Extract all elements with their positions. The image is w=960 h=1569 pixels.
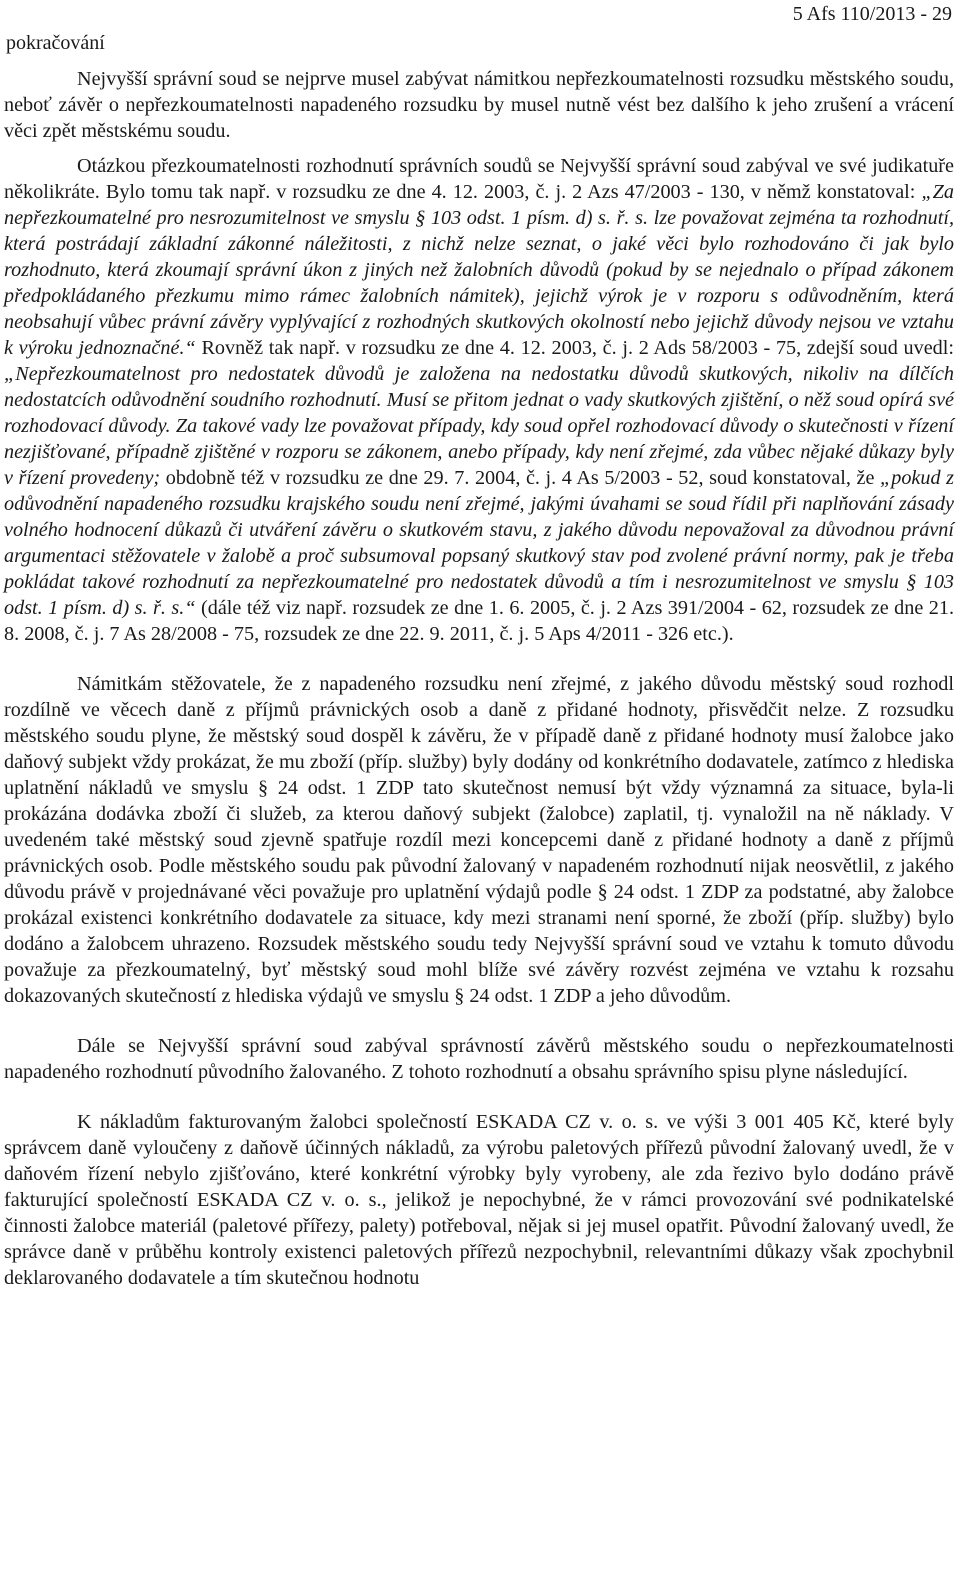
p2-text-2: Rovněž tak např. v rozsudku ze dne 4. 12. 2003, č. j. 2 Ads 58/2003 - 75, zdejší soud uvedl: — [195, 337, 954, 359]
continuation-label: pokračování — [6, 32, 105, 54]
paragraph-4: Dále se Nejvyšší správní soud zabýval správností závěrů městského soudu o nepřezkoumatelnosti napadeného rozhodnutí původního žalovaného. Z tohoto rozhodnutí a obsahu správního spisu plyne následující. — [4, 1035, 954, 1083]
paragraph-3: Námitkám stěžovatele, že z napadeného rozsudku není zřejmé, z jakého důvodu městský soud rozhodl rozdílně ve věcech daně z příjmů právnických osob a daně z přidané hodnoty, přisvědčit nelze. Z rozsudku městského soudu plyne, že městský soud dospěl k závěru, že v případě daně z přidané hodnoty musí žalobce jako daňový subjekt vždy prokázat, že mu zboží (příp. služby) byly dodány od konkrétního dodavatele, zatímco z hlediska uplatnění nákladů ve smyslu § 24 odst. 1 ZDP tato skutečnost nemusí být vždy významná za situace, byla-li prokázána dodávka zboží či služeb, za kterou daňový subjekt (žalobce) zaplatil, tj. vynaložil na ně náklady. V uvedeném také městský soud zjevně spatřuje rozdíl mezi koncepcemi daně z přidané hodnoty a daně z příjmů právnických osob. Podle městského soudu pak původní žalovaný v napadeném rozhodnutí nijak neosvětlil, z jakého důvodu právě v projednávané věci považuje pro uplatnění výdajů podle § 24 odst. 1 ZDP za podstatné, aby žalobce prokázal existenci konkrétního dodavatele za situace, kdy mezi stranami není sporné, že zboží (příp. služby) bylo dodáno a žalobcem uhrazeno. Rozsudek městského soudu tedy Nejvyšší správní soud ve vztahu k tomuto důvodu považuje za přezkoumatelný, byť městský soud mohl blíže své závěry rozvést zejména ve vztahu k rozsahu dokazovaných skutečností z hlediska výdajů ve smyslu § 24 odst. 1 ZDP a jeho důvodům. — [4, 673, 954, 1007]
paragraph-5: K nákladům fakturovaným žalobci společností ESKADA CZ v. o. s. ve výši 3 001 405 Kč, které byly správcem daně vyloučeny z daňově účinných nákladů, za výrobu paletových přířezů původní žalovaný uvedl, že v daňovém řízení nebylo zjišťováno, které konkrétní výrobky byly vyrobeny, ale zda řezivo bylo dodáno právě fakturující společností ESKADA CZ v. o. s., jelikož je nepochybné, že v rámci provozování své podnikatelské činnosti žalobce materiál (paletové přířezy, palety) potřeboval, nějak si jej musel opatřit. Původní žalovaný uvedl, že správce daně v průběhu kontroly existenci paletových přířezů nezpochybnil, relevantními důkazy však zpochybnil deklarovaného dodavatele a tím skutečnou hodnotu — [4, 1111, 954, 1289]
document-page — [4, 0, 954, 1291]
p2-text-3: obdobně též v rozsudku ze dne 29. 7. 2004, č. j. 4 As 5/2003 - 52, soud konstatoval, že — [160, 467, 880, 489]
p2-quote-1: „Za nepřezkoumatelné pro nesrozumitelnost ve smyslu § 103 odst. 1 písm. d) s. ř. s. lze považovat zejména ta rozhodnutí, která postrádají základní zákonné náležitosti, z nichž nelze seznat, o jaké věci bylo rozhodováno či jak bylo rozhodnuto, která zkoumají správní úkon z jiných než žalobních důvodů (pokud by se nejednalo o případ zákonem předpokládaného přezkumu mimo rámec žalobních námitek), jejichž výrok je v rozporu s odůvodněním, která neobsahují vůbec právní závěry vyplývající z rozhodných skutkových okolností nebo jejichž důvody nejsou ve vztahu k výroku jednoznačné.“ — [4, 181, 954, 359]
page-header — [4, 0, 954, 66]
p2-text-1: Otázkou přezkoumatelnosti rozhodnutí správních soudů se Nejvyšší správní soud zabýval ve své judikatuře několikráte. Bylo tomu tak např. v rozsudku ze dne 4. 12. 2003, č. j. 2 Azs 47/2003 - 130, v němž konstatoval: — [4, 155, 954, 203]
paragraph-1: Nejvyšší správní soud se nejprve musel zabývat námitkou nepřezkoumatelnosti rozsudku městského soudu, neboť závěr o nepřezkoumatelnosti napadeného rozsudku by musel nutně vést bez dalšího k jeho zrušení a vrácení věci zpět městskému soudu. — [4, 68, 954, 142]
paragraph-2 — [4, 153, 954, 647]
p2-quote-2: „Nepřezkoumatelnost pro nedostatek důvodů je založena na nedostatku důvodů skutkových, nikoliv na dílčích nedostatcích odůvodnění soudního rozhodnutí. Musí se přitom jednat o vady skutkových zjištění, o něž soud opírá své rozhodovací důvody. Za takové vady lze považovat případy, kdy soud opřel rozhodovací důvody o skutečnosti v řízení nezjišťované, případně zjištěné v rozporu se zákonem, anebo případy, kdy není zřejmé, zda vůbec nějaké důkazy byly v řízení provedeny; — [4, 363, 954, 489]
p2-quote-3: „pokud z odůvodnění napadeného rozsudku krajského soudu není zřejmé, jakými úvahami se soud řídil při naplňování zásady volného hodnocení důkazů či utváření závěru o skutkovém stavu, z jakého důvodu nepovažoval za důvodnou právní argumentaci stěžovatele v žalobě a proč subsumoval popsaný skutkový stav pod zvolené právní normy, pak je třeba pokládat takové rozhodnutí za nepřezkoumatelné pro nedostatek důvodů a tím i nesrozumitelnost ve smyslu § 103 odst. 1 písm. d) s. ř. s.“ — [4, 467, 954, 619]
case-number: 5 Afs 110/2013 - 29 — [792, 3, 952, 25]
p2-text-4: (dále též viz např. rozsudek ze dne 1. 6. 2005, č. j. 2 Azs 391/2004 - 62, rozsudek ze dne 21. 8. 2008, č. j. 7 As 28/2008 - 75, rozsudek ze dne 22. 9. 2011, č. j. 5 Aps 4/2011 - 326 etc.). — [4, 597, 954, 645]
